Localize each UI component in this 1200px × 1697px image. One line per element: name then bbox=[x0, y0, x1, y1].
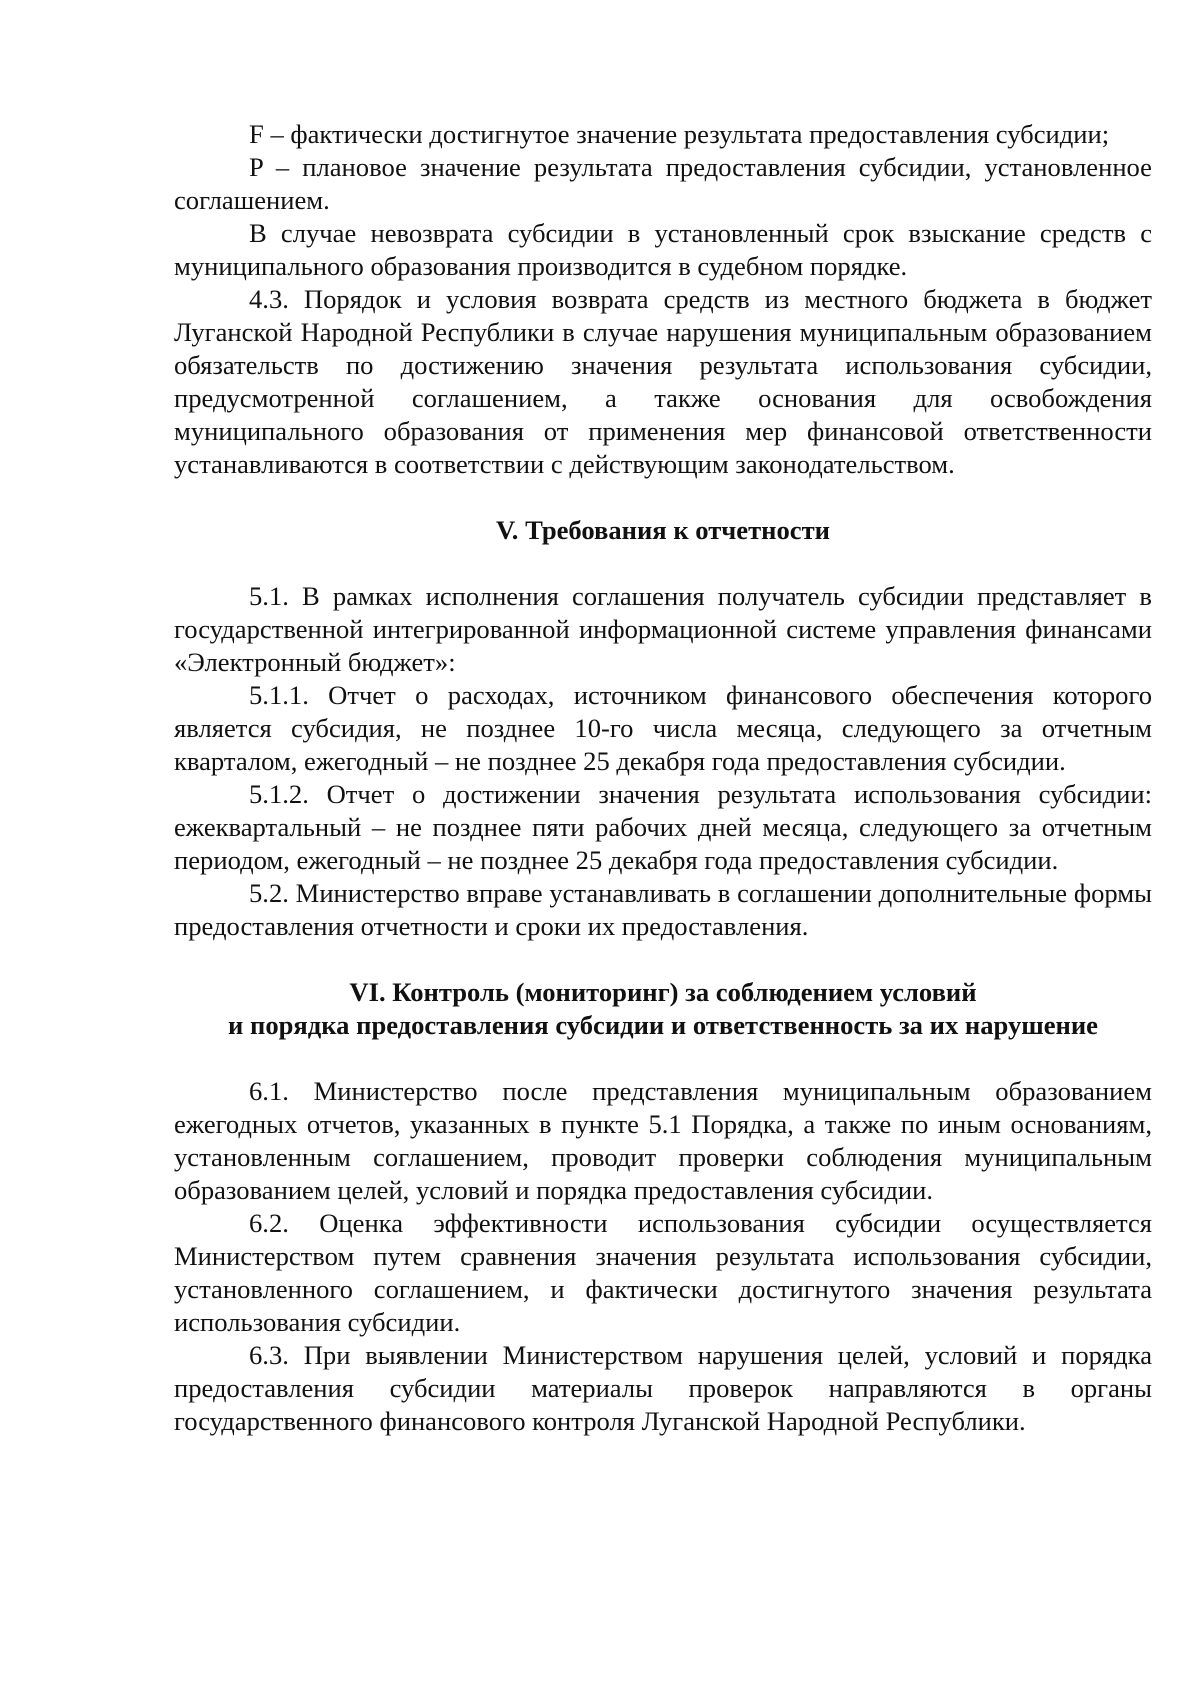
paragraph-4-3: 4.3. Порядок и условия возврата средств из местного бюджета в бюджет Луганской Народной Республики в случае нарушения муниципальным образованием обязательств по достижению значения результата использования субсидии, предусмотренной соглашением, а также основания для освобождения муниципального образования от применения мер финансовой ответственности устанавливаются в соответствии с действующим законодательством. bbox=[174, 284, 1152, 479]
section-6-title-line-2: и порядка предоставления субсидии и ответственность за их нарушение bbox=[228, 1010, 1098, 1040]
paragraph-non-return: В случае невозврата субсидии в установленный срок взыскание средств с муниципального образования производится в судебном порядке. bbox=[174, 218, 1152, 281]
paragraph-5-2: 5.2. Министерство вправе устанавливать в соглашении дополнительные формы предоставления отчетности и сроки их предоставления. bbox=[174, 878, 1152, 941]
paragraph-6-2: 6.2. Оценка эффективности использования субсидии осуществляется Министерством путем сравнения значения результата использования субсидии, установленного соглашением, и фактически достигнутого значения результата использования субсидии. bbox=[174, 1208, 1152, 1337]
paragraph-p-definition: P – плановое значение результата предоставления субсидии, установленное соглашением. bbox=[174, 152, 1152, 215]
document-page bbox=[174, 118, 1152, 1438]
section-6-title-line-1: VI. Контроль (мониторинг) за соблюдением условий bbox=[349, 977, 977, 1007]
paragraph-6-1: 6.1. Министерство после представления муниципальным образованием ежегодных отчетов, указанных в пункте 5.1 Порядка, а также по иным основаниям, установленным соглашением, проводит проверки соблюдения муниципальным образованием целей, условий и порядка предоставления субсидии. bbox=[174, 1076, 1152, 1205]
paragraph-5-1-1: 5.1.1. Отчет о расходах, источником финансового обеспечения которого является субсидия, не позднее 10-го числа месяца, следующего за отчетным кварталом, ежегодный – не позднее 25 декабря года предоставления субсидии. bbox=[174, 680, 1152, 776]
section-5-title: V. Требования к отчетности bbox=[496, 515, 830, 545]
paragraph-6-3: 6.3. При выявлении Министерством нарушения целей, условий и порядка предоставления субсидии материалы проверок направляются в органы государственного финансового контроля Луганской Народной Республики. bbox=[174, 1340, 1152, 1436]
paragraph-5-1-2: 5.1.2. Отчет о достижении значения результата использования субсидии: ежеквартальный – не позднее пяти рабочих дней месяца, следующего за отчетным периодом, ежегодный – не позднее 25 декабря года предоставления субсидии. bbox=[174, 779, 1152, 875]
paragraph-f-definition: F – фактически достигнутое значение результата предоставления субсидии; bbox=[249, 119, 1110, 149]
paragraph-5-1: 5.1. В рамках исполнения соглашения получатель субсидии представляет в государственной интегрированной информационной системе управления финансами «Электронный бюджет»: bbox=[174, 581, 1152, 677]
